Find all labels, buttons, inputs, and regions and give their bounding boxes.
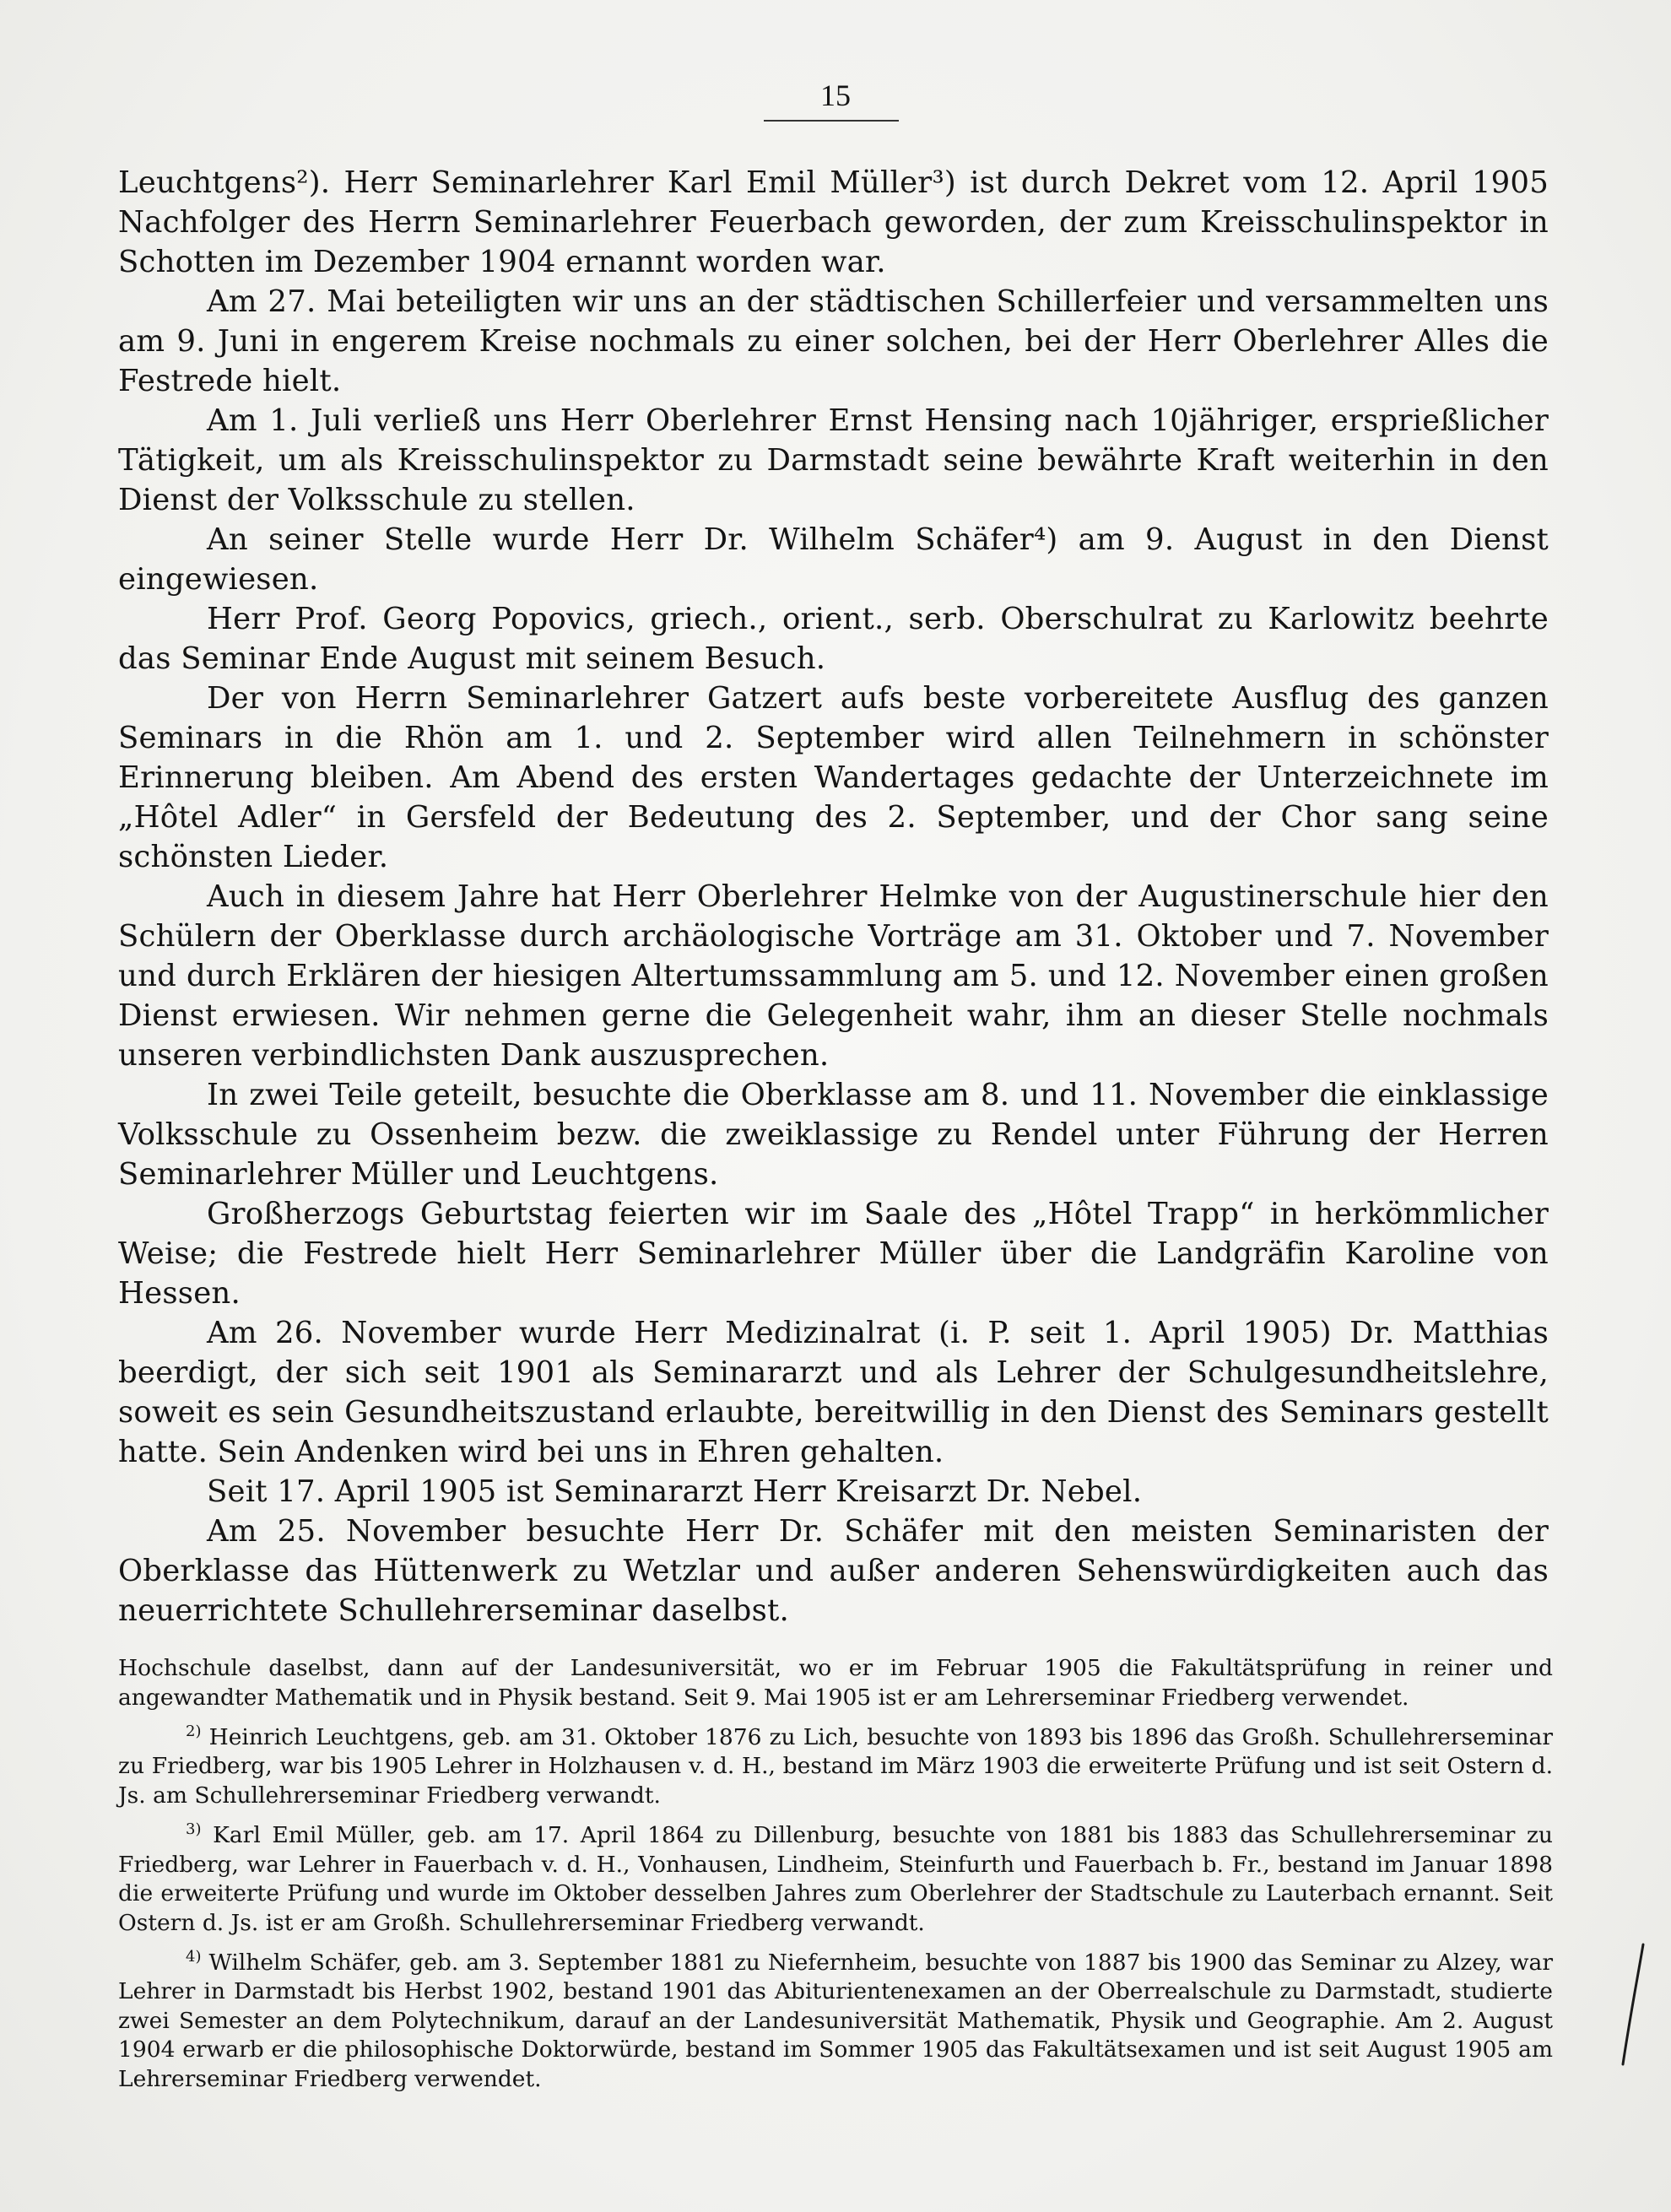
footnote-text: Karl Emil Müller, geb. am 17. April 1864 zu Dillenburg, besuchte von 1881 bis 1883 das Schullehrerseminar zu Friedberg, war Lehrer in Fauerbach v. d. H., Vonhausen, Lindheim, Steinfurth und Fauerbach b. Fr., bestand im Januar 1898 die erweiterte Prüfung und wurde im Oktober desselben Jahres zum Oberlehrer der Stadtschule zu Lauterbach ernannt. Seit Ostern d. Js. ist er am Großh. Schullehrerseminar Friedberg verwandt.: [118, 1822, 1553, 1936]
main-text: [118, 163, 1549, 1631]
paragraph: Am 27. Mai beteiligten wir uns an der städtischen Schillerfeier und versammelten uns am 9. Juni in engerem Kreise nochmals zu einer solchen, bei der Herr Oberlehrer Alles die Festrede hielt.: [118, 284, 1549, 398]
footnote-text: Wilhelm Schäfer, geb. am 3. September 1881 zu Niefernheim, besuchte von 1887 bis 1900 das Seminar zu Alzey, war Lehrer in Darmstadt bis Herbst 1902, bestand 1901 das Abiturientenexamen an der Oberrealschule zu Darmstadt, studierte zwei Semester an dem Polytechnikum, darauf an der Landesuniversität Mathematik, Physik und Geographie. Am 2. August 1904 erwarb er die philosophische Doktorwürde, bestand im Sommer 1905 das Fakultätsexamen und ist seit August 1905 am Lehrerseminar Friedberg verwendet.: [118, 1949, 1553, 2092]
paragraph: Großherzogs Geburtstag feierten wir im Saale des „Hôtel Trapp“ in herkömmlicher Weise; die Festrede hielt Herr Seminarlehrer Müller über die Landgräfin Karoline von Hessen.: [118, 1197, 1549, 1311]
paragraph: Der von Herrn Seminarlehrer Gatzert aufs beste vorbereitete Ausflug des ganzen Seminars in die Rhön am 1. und 2. September wird allen Teilnehmern in schönster Erinnerung bleiben. Am Abend des ersten Wandertages gedachte der Unterzeichnete im „Hôtel Adler“ in Gersfeld der Bedeutung des 2. September, und der Chor sang seine schönsten Lieder.: [118, 681, 1549, 874]
paragraph: Am 1. Juli verließ uns Herr Oberlehrer Ernst Hensing nach 10jähriger, ersprießlicher Tätigkeit, um als Kreisschulinspektor zu Darmstadt seine bewährte Kraft weiterhin in den Dienst der Volksschule zu stellen.: [118, 403, 1549, 517]
paragraph: An seiner Stelle wurde Herr Dr. Wilhelm Schäfer⁴) am 9. August in den Dienst eingewiesen.: [118, 522, 1549, 597]
footnote: [118, 1717, 1553, 1810]
footnote: [118, 1943, 1553, 2094]
paragraph: Am 25. November besuchte Herr Dr. Schäfer mit den meisten Seminaristen der Oberklasse das Hüttenwerk zu Wetzlar und außer anderen Sehenswürdigkeiten auch das neuerrichtete Schullehrerseminar daselbst.: [118, 1514, 1549, 1628]
paragraph: Herr Prof. Georg Popovics, griech., orient., serb. Oberschulrat zu Karlowitz beehrte das Seminar Ende August mit seinem Besuch.: [118, 602, 1549, 676]
footnote-marker: 2): [186, 1723, 202, 1740]
footnote: [118, 1815, 1553, 1938]
footnote-marker: 4): [186, 1948, 202, 1966]
pen-mark-icon: [1616, 1941, 1650, 2068]
footnote: [118, 1654, 1553, 1712]
footnote-text: Hochschule daselbst, dann auf der Landesuniversität, wo er im Februar 1905 die Fakultätsprüfung in reiner und angewandter Mathematik und in Physik bestand. Seit 9. Mai 1905 ist er am Lehrerseminar Friedberg verwendet.: [118, 1655, 1553, 1711]
footnote-marker: 3): [186, 1820, 202, 1839]
paragraph: Am 26. November wurde Herr Medizinalrat (i. P. seit 1. April 1905) Dr. Matthias beerdigt, der sich seit 1901 als Seminararzt und als Lehrer der Schulgesundheitslehre, soweit es sein Gesundheitszustand erlaubte, bereitwillig in den Dienst des Seminars gestellt hatte. Sein Andenken wird bei uns in Ehren gehalten.: [118, 1316, 1549, 1469]
paragraph: Leuchtgens²). Herr Seminarlehrer Karl Emil Müller³) ist durch Dekret vom 12. April 1905 Nachfolger des Herrn Seminarlehrer Feuerbach geworden, der zum Kreisschulinspektor in Schotten im Dezember 1904 ernannt worden war.: [118, 165, 1549, 279]
footnotes: [118, 1654, 1553, 2099]
footnote-text: Heinrich Leuchtgens, geb. am 31. Oktober 1876 zu Lich, besuchte von 1893 bis 1896 das Großh. Schullehrerseminar zu Friedberg, war bis 1905 Lehrer in Holzhausen v. d. H., bestand im März 1903 die erweiterte Prüfung und ist seit Ostern d. Js. am Schullehrerseminar Friedberg verwandt.: [118, 1723, 1553, 1809]
paragraph: Seit 17. April 1905 ist Seminararzt Herr Kreisarzt Dr. Nebel.: [207, 1474, 1143, 1509]
paragraph: In zwei Teile geteilt, besuchte die Oberklasse am 8. und 11. November die einklassige Volksschule zu Ossenheim bezw. die zweiklassige zu Rendel unter Führung der Herren Seminarlehrer Müller und Leuchtgens.: [118, 1078, 1549, 1192]
page-number-rule: [764, 120, 899, 122]
page-number: 15: [820, 78, 851, 112]
paragraph: Auch in diesem Jahre hat Herr Oberlehrer Helmke von der Augustinerschule hier den Schülern der Oberklasse durch archäologische Vorträge am 31. Oktober und 7. November und durch Erklären der hiesigen Altertumssammlung am 5. und 12. November einen großen Dienst erwiesen. Wir nehmen gerne die Gelegenheit wahr, ihm an dieser Stelle nochmals unseren verbindlichsten Dank auszusprechen.: [118, 879, 1549, 1073]
